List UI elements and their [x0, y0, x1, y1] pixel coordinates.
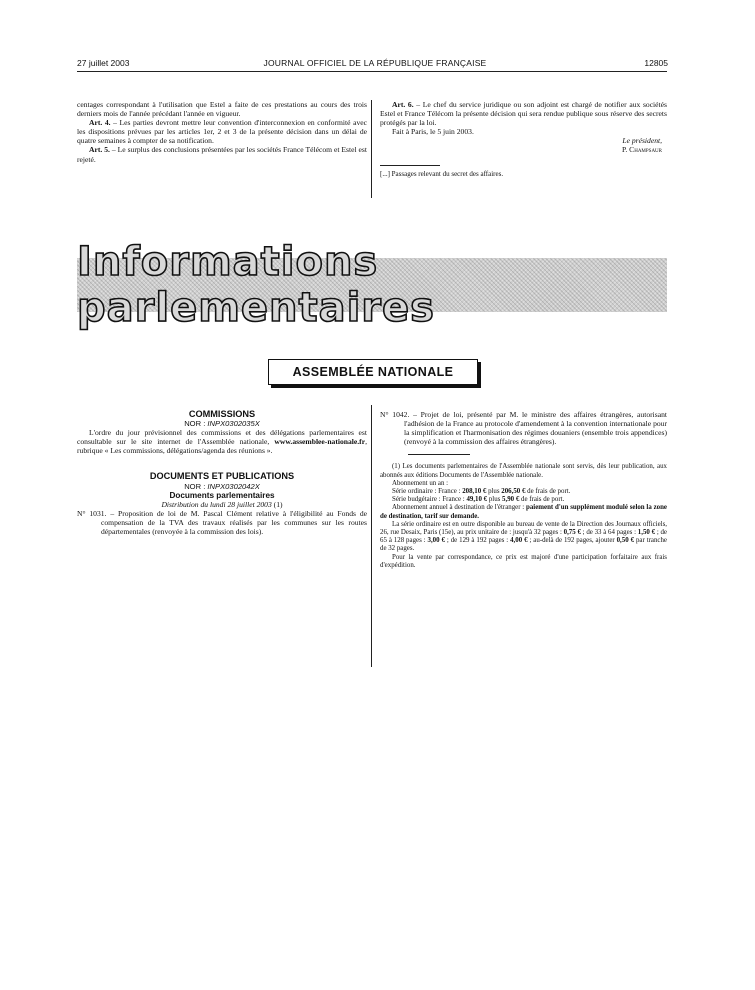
ordinary-series-price	[380, 488, 667, 496]
unit-prices	[380, 521, 667, 554]
price: 0,75 €	[563, 529, 581, 536]
page-number: 12805	[644, 58, 668, 68]
text: Série ordinaire : France :	[392, 487, 463, 495]
text: Série budgétaire : France :	[392, 496, 467, 504]
section-banner	[77, 239, 667, 331]
distribution-date: Distribution du lundi 28 juillet 2003	[161, 499, 272, 509]
article-6-text: – Le chef du service juridique ou son adjoint est chargé de notifier aux sociétés Estel et France Télécom la présente décision qui sera rendue publique sous réserve des secrets protégés par la loi.	[380, 100, 667, 128]
assembly-heading: ASSEMBLÉE NATIONALE	[268, 359, 478, 385]
price: 208,10 €	[462, 487, 487, 495]
tariff-note: paiement d'un supplément modulé selon la zone de destination, tarif sur demande.	[380, 504, 667, 520]
price: 5,90 €	[502, 496, 520, 504]
top-right-column	[380, 100, 667, 178]
article-4-text: – Les parties devront mettre leur convention d'interconnexion en conformité avec les dispositions prévues par les articles 1er, 2 et 3 de la présente décision dans un délai de quatre semaines à compter de sa notification.	[77, 118, 367, 146]
signature-title: Le président,	[622, 136, 662, 146]
documents-heading: DOCUMENTS ET PUBLICATIONS	[149, 471, 295, 482]
text: de frais de port.	[525, 487, 571, 495]
nor-code: INPX0302042X	[207, 481, 260, 491]
paragraph-continuation: centages correspondant à l'utilisation que Estel a faite de ces prestations au cours des trois derniers mois de l'année précédant l'année en vigueur.	[77, 100, 367, 119]
article-5-label: Art. 5.	[89, 145, 110, 155]
price: 1,50 €	[637, 529, 656, 536]
column-divider	[371, 100, 372, 198]
commissions-heading: COMMISSIONS	[188, 409, 256, 419]
assembly-website: www.assemblee-nationale.fr	[274, 437, 366, 447]
footnote-secret: [...] Passages relevant du secret des affaires.	[380, 169, 504, 178]
price: 4,00 €	[510, 537, 528, 545]
text: Abonnement annuel à destination de l'étranger :	[392, 504, 527, 512]
lower-right-column	[380, 410, 667, 570]
footnote-intro: (1) Les documents parlementaires de l'Assemblée nationale sont servis, dès leur publication, aux abonnés aux éditions Documents de l'Assemblée nationale.	[380, 463, 667, 479]
text: de frais de port.	[519, 496, 565, 504]
article-5	[77, 145, 367, 163]
article-6	[380, 100, 667, 127]
documents-subheading: Documents parlementaires	[169, 490, 275, 500]
foreign-subscription	[380, 504, 667, 520]
text: La série ordinaire est en outre disponible au bureau de vente de la Direction des Journaux officiels, 26, rue Desaix, Paris (15e), au prix unitaire de : jusqu'à 32 pages :	[380, 520, 667, 536]
nor-code: INPX0302035X	[207, 419, 260, 429]
commissions-text-end: , rubrique « Les commissions, délégations/agenda des réunions ».	[77, 437, 367, 456]
column-divider	[371, 405, 372, 667]
text: ; de 33 à 64 pages :	[580, 529, 638, 536]
header-rule	[77, 71, 667, 72]
text: ; au-delà de 192 pages, ajouter	[527, 537, 617, 545]
footnote-rule	[408, 454, 470, 455]
mail-order-note: Pour la vente par correspondance, ce prix est majoré d'une participation forfaitaire aux frais d'expédition.	[380, 553, 667, 569]
article-5-text: – Le surplus des conclusions présentées par les sociétés France Télécom et Estel est rejeté.	[77, 145, 367, 164]
price: 49,10 €	[466, 496, 488, 504]
budget-series-price	[380, 496, 667, 504]
subscription-title: Abonnement un an :	[392, 479, 449, 487]
journal-title: JOURNAL OFFICIEL DE LA RÉPUBLIQUE FRANÇAISE	[263, 58, 487, 68]
commissions-nor	[77, 419, 367, 428]
article-4	[77, 118, 367, 145]
documents-nor	[77, 482, 367, 491]
price: 0,50 €	[616, 537, 635, 545]
commissions-text-start: L'ordre du jour prévisionnel des commissions et des délégations parlementaires est consultable sur le site internet de l'Assemblée nationale,	[77, 428, 367, 447]
text: ; de 129 à 192 pages :	[444, 537, 511, 545]
text: par tranche de 32 pages.	[380, 537, 667, 553]
text: ; de 65 à 128 pages :	[380, 529, 667, 545]
commissions-text	[77, 428, 367, 455]
distribution-note: (1)	[271, 499, 283, 509]
footnote-rule	[380, 165, 440, 166]
document-entry-1031: N° 1031. – Proposition de loi de M. Pascal Clément relative à l'éligibilité au Fonds de compensation de la TVA des travaux réalisés par les communes sur les routes départementales (renvoyée à la commission des lois).	[77, 508, 367, 537]
header-date: 27 juillet 2003	[77, 58, 130, 68]
top-left-column	[77, 100, 367, 164]
subscription-footnote	[380, 463, 667, 570]
article-4-label: Art. 4.	[89, 118, 111, 128]
article-6-label: Art. 6.	[392, 100, 414, 109]
price: 206,50 €	[501, 487, 526, 495]
nor-label: NOR :	[184, 419, 208, 429]
banner-title: Informations parlementaires	[77, 239, 435, 331]
lower-left-column	[77, 410, 367, 536]
nor-label: NOR :	[184, 481, 208, 491]
distribution-line	[77, 500, 367, 509]
text: plus	[486, 487, 502, 495]
price: 3,00 €	[427, 537, 445, 545]
document-entry-1042: N° 1042. – Projet de loi, présenté par M. le ministre des affaires étrangères, autorisant l'adhésion de la France au protocole d'amendement à la convention internationale pour la simplification et l'harmonisation des régimes douaniers (ensemble trois appendices) (renvoyé à la commission des affaires étrangères).	[380, 410, 667, 447]
text: plus	[487, 496, 503, 504]
signature-name: P. Champsaur	[621, 145, 662, 155]
signing-place-date: Fait à Paris, le 5 juin 2003.	[392, 127, 474, 137]
